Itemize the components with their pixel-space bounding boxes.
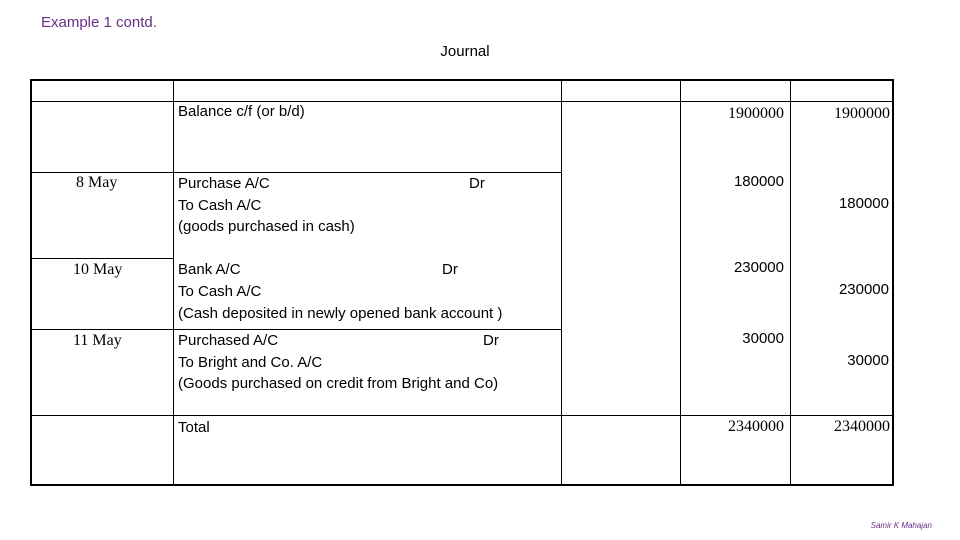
- total-label: Total: [178, 419, 210, 436]
- column-divider: [561, 81, 562, 484]
- particulars-text: To Bright and Co. A/C: [178, 354, 323, 371]
- debit-amount: 180000: [733, 173, 784, 190]
- credit-amount: 180000: [838, 195, 889, 212]
- particulars-text: (goods purchased in cash): [178, 218, 355, 235]
- row-divider: [32, 415, 892, 416]
- journal-heading: Journal: [440, 43, 490, 60]
- particulars-text: (Goods purchased on credit from Bright and Co): [178, 375, 499, 392]
- particulars-text: Bank A/C: [178, 261, 241, 278]
- entry-date: 11 May: [73, 332, 122, 349]
- entry-date: 10 May: [73, 261, 123, 278]
- credit-amount: 1900000: [834, 105, 890, 122]
- particulars-text: Purchased A/C: [178, 332, 279, 349]
- total-credit-amount: 2340000: [834, 418, 890, 435]
- row-divider: [32, 329, 561, 330]
- header-row-divider: [32, 101, 892, 102]
- credit-amount: 30000: [847, 352, 889, 369]
- particulars-text: (Cash deposited in newly opened bank account ): [178, 305, 503, 322]
- slide-title: Example 1 contd.: [41, 14, 157, 31]
- author-signature: Samir K Mahajan: [870, 521, 932, 530]
- entry-date: 8 May: [76, 174, 118, 191]
- row-divider: [32, 258, 173, 259]
- credit-amount: 230000: [838, 281, 889, 298]
- total-debit-amount: 2340000: [728, 418, 784, 435]
- debit-amount: 1900000: [728, 105, 784, 122]
- column-divider: [790, 81, 791, 484]
- particulars-text: Balance c/f (or b/d): [178, 103, 305, 120]
- particulars-text: To Cash A/C: [178, 283, 262, 300]
- dr-label: Dr: [483, 332, 499, 349]
- particulars-text: Purchase A/C: [178, 175, 270, 192]
- particulars-text: To Cash A/C: [178, 197, 262, 214]
- column-divider: [173, 81, 174, 484]
- dr-label: Dr: [469, 175, 485, 192]
- column-divider: [680, 81, 681, 484]
- dr-label: Dr: [442, 261, 458, 278]
- debit-amount: 30000: [742, 330, 784, 347]
- debit-amount: 230000: [733, 259, 784, 276]
